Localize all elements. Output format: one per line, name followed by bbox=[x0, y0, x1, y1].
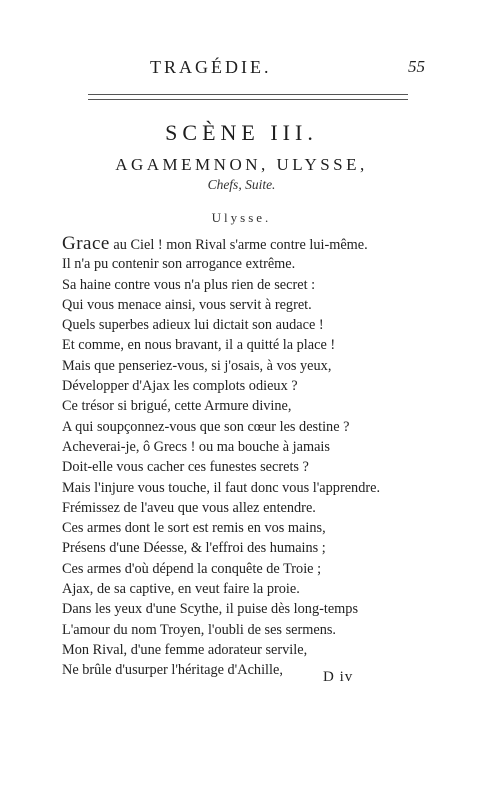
running-title: TRAGÉDIE. bbox=[150, 57, 272, 77]
first-line-text: au Ciel ! mon Rival s'arme contre lui-même. bbox=[109, 237, 368, 253]
verse-line: Il n'a pu contenir son arrogance extrême. bbox=[62, 256, 296, 273]
verse-line: Mais l'injure vous touche, il faut donc vous l'apprendre. bbox=[62, 479, 381, 496]
verse-line: Développer d'Ajax les complots odieux ? bbox=[62, 378, 298, 395]
running-head bbox=[0, 57, 483, 79]
verse-line: Dans les yeux d'une Scythe, il puise dès long-temps bbox=[62, 601, 359, 618]
signature-mark: D iv bbox=[323, 669, 354, 685]
verse-line: A qui soupçonnez-vous que son cœur les destine ? bbox=[62, 418, 350, 435]
verse-line: Mais que penseriez-vous, si j'osais, à vos yeux, bbox=[62, 357, 332, 374]
verse-line: Ces armes dont le sort est remis en vos mains, bbox=[62, 520, 326, 537]
header-rule bbox=[88, 94, 408, 100]
page-number: 55 bbox=[408, 57, 425, 76]
verse-line: Ces armes d'où dépend la conquête de Troie ; bbox=[62, 560, 322, 577]
verse-line: Ajax, de sa captive, en veut faire la proie. bbox=[62, 581, 300, 598]
verse-line: Quels superbes adieux lui dictait son audace ! bbox=[62, 317, 324, 334]
verse-line: Acheverai-je, ô Grecs ! ou ma bouche à jamais bbox=[62, 438, 330, 455]
character-list: AGAMEMNON, ULYSSE, bbox=[115, 155, 368, 174]
verse-line: Ce trésor si brigué, cette Armure divine, bbox=[62, 398, 292, 415]
scene-heading: SCÈNE III. bbox=[165, 120, 318, 145]
verse-line: Qui vous menace ainsi, vous servit à regret. bbox=[62, 296, 312, 313]
speaker-name: Ulysse. bbox=[211, 210, 272, 225]
attendants-note: Chefs, Suite. bbox=[207, 177, 276, 192]
verse-line: Ne brûle d'usurper l'héritage d'Achille, bbox=[62, 662, 283, 679]
verse-line: Mon Rival, d'une femme adorateur servile, bbox=[62, 641, 308, 658]
verse-line: L'amour du nom Troyen, l'oubli de ses sermens. bbox=[62, 621, 336, 638]
verse-line: Doit-elle vous cacher ces funestes secrets ? bbox=[62, 459, 309, 476]
verse-line bbox=[62, 234, 422, 254]
initial-word: Grace bbox=[62, 233, 110, 254]
verse-block bbox=[62, 234, 422, 681]
verse-line: Sa haine contre vous n'a plus rien de secret : bbox=[62, 276, 316, 293]
verse-line: Frémissez de l'aveu que vous allez entendre. bbox=[62, 499, 316, 516]
verse-line: Présens d'une Déesse, & l'effroi des humains ; bbox=[62, 540, 326, 557]
verse-line: Et comme, en nous bravant, il a quitté la place ! bbox=[62, 337, 336, 354]
